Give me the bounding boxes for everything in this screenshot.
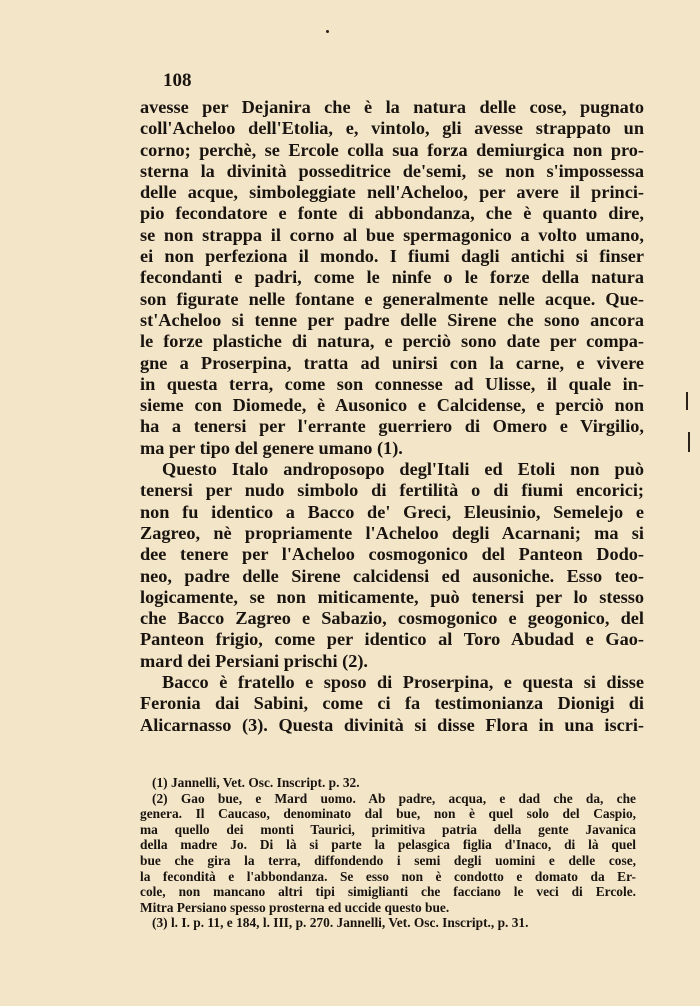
- text-line: se non strappa il corno al bue spermagonico a volto umano,: [140, 224, 644, 245]
- text-line: ei non perfeziona il mondo. I fiumi dagli antichi si finser: [140, 246, 644, 267]
- text-line: che Bacco Zagreo e Sabazio, cosmogonico e geogonico, del: [140, 608, 644, 629]
- text-line: fecondanti e padri, come le ninfe o le forze della natura: [140, 267, 644, 288]
- text-line: son figurate nelle fontane e generalmente nelle acque. Que-: [140, 288, 644, 309]
- text-line: corno; perchè, se Ercole colla sua forza demiurgica non pro-: [140, 139, 644, 160]
- text-line: mard dei Persiani prischi (2).: [140, 650, 368, 671]
- text-line: Zagreo, nè propriamente l'Acheloo degli Acarnani; ma si: [140, 522, 644, 543]
- text-line: st'Acheloo si tenne per padre delle Sirene che sono ancora: [140, 309, 644, 330]
- margin-mark: [688, 432, 690, 452]
- text-line: Alicarnasso (3). Questa divinità si disse Flora in una iscri-: [140, 714, 644, 735]
- text-line: Questo Italo androposopo degl'Itali ed Etoli non può: [162, 459, 644, 480]
- footnote-line: bue che gira la terra, diffondendo i semi degli uomini e delle cose,: [140, 852, 636, 868]
- text-line: ha a tenersi per l'errante guerriero di Omero e Virgilio,: [140, 416, 644, 437]
- text-line: logicamente, se non miticamente, può tenersi per lo stesso: [140, 586, 644, 607]
- text-line: pio fecondatore e fonte di abbondanza, che è quanto dire,: [140, 203, 644, 224]
- text-line: non fu identico a Bacco de' Greci, Eleusinio, Semelejo e: [140, 501, 644, 522]
- text-line: coll'Acheloo dell'Etolia, e, vintolo, gli avesse strappato un: [140, 118, 644, 139]
- text-line: gne a Proserpina, tratta ad unirsi con la carne, e vivere: [140, 352, 644, 373]
- text-line: Feronia dai Sabini, come ci fa testimonianza Dionigi di: [140, 693, 644, 714]
- footnote-line: ma quello dei monti Taurici, primitiva patria della gente Javanica: [140, 821, 636, 837]
- text-line: le forze plastiche di natura, e perciò sono date per compa-: [140, 331, 644, 352]
- footnote-line: (2) Gao bue, e Mard uomo. Ab padre, acqua, e dad che da, che: [152, 790, 636, 806]
- text-line: sieme con Diomede, è Ausonico e Calcidense, e perciò non: [140, 395, 644, 416]
- margin-mark: [686, 392, 688, 410]
- footnote-line: la fecondità e l'abbondanza. Se esso non è condotto e domato da Er-: [140, 868, 636, 884]
- text-line: sterna la divinità posseditrice de'semi, se non s'impossessa: [140, 160, 644, 181]
- text-line: in questa terra, come son connesse ad Ulisse, il quale in-: [140, 373, 644, 394]
- ink-speck: [326, 30, 329, 33]
- text-line: dee tenere per l'Acheloo cosmogonico del Panteon Dodo-: [140, 544, 644, 565]
- text-line: delle acque, simboleggiate nell'Acheloo, per avere il princi-: [140, 182, 644, 203]
- footnote-line: Mitra Persiano spesso prosterna ed uccide questo bue.: [140, 899, 450, 915]
- footnote-line: (3) l. I. p. 11, e 184, l. III, p. 270. Jannelli, Vet. Osc. Inscript., p. 31.: [152, 915, 529, 931]
- footnote-line: cole, non mancano altri tipi simiglianti che facciano le veci di Ercole.: [140, 884, 636, 900]
- footnotes: [140, 775, 636, 931]
- text-line: ma per tipo del genere umano (1).: [140, 437, 403, 458]
- main-text: [140, 97, 644, 736]
- text-line: avesse per Dejanira che è la natura delle cose, pugnato: [140, 97, 644, 117]
- text-line: tenersi per nudo simbolo di fertilità o di fiumi encorici;: [140, 480, 644, 501]
- page-number: 108: [163, 70, 192, 91]
- footnote-line: (1) Jannelli, Vet. Osc. Inscript. p. 32.: [152, 775, 360, 790]
- text-line: neo, padre delle Sirene calcidensi ed ausoniche. Esso teo-: [140, 565, 644, 586]
- footnote-line: della madre Jo. Di là si parte la pelasgica figlia d'Inaco, di là quel: [140, 837, 636, 853]
- footnote-line: genera. Il Caucaso, denominato dal bue, non è quel solo del Caspio,: [140, 806, 636, 822]
- text-line: Panteon frigio, come per identico al Toro Abudad e Gao-: [140, 629, 644, 650]
- text-line: Bacco è fratello e sposo di Proserpina, e questa si disse: [162, 672, 644, 693]
